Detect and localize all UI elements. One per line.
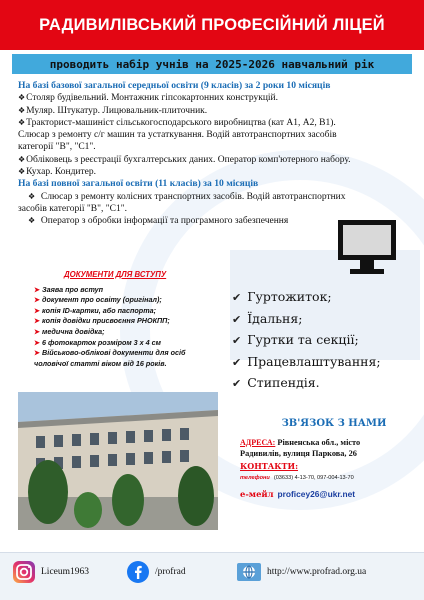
address: АДРЕСА: Рівненська обл., місто [240, 438, 361, 447]
check-bullet-icon: ✔ [232, 334, 242, 347]
contacts-block [240, 418, 420, 499]
diamond-bullet-icon: ❖ [18, 105, 26, 115]
program-item: ❖Столяр будівельний. Монтажник гіпсокартонних конструкцій. [18, 93, 279, 104]
instagram-link[interactable]: Liceum1963 [12, 560, 89, 584]
section1-heading: На базі базової загальної середньої освіти (9 класів) за 2 роки 10 місяців [18, 80, 331, 91]
instagram-icon [12, 560, 36, 584]
school-title: РАДИВИЛІВСЬКИЙ ПРОФЕСІЙНИЙ ЛІЦЕЙ [39, 15, 385, 34]
program-item: Слюсар з ремонту с/г машин та устаткування. Водій автотранспортних засобів [18, 130, 337, 141]
header-banner [0, 0, 424, 50]
contacts-label: КОНТАКТИ: [240, 461, 299, 471]
arrow-bullet-icon: ➤ [34, 284, 41, 294]
website-link[interactable]: http://www.profrad.org.ua [236, 560, 366, 584]
benefit-item: ✔ Працевлаштування; [232, 353, 381, 369]
program-item: засобів категорії "В", "С1". [18, 203, 127, 214]
diamond-bullet-icon: ❖ [18, 117, 26, 127]
document-item: ➤ копія довідки присвоєння РНОКПП; [34, 316, 170, 326]
diamond-bullet-icon: ❖ [18, 167, 26, 177]
check-bullet-icon: ✔ [232, 291, 242, 304]
benefit-item: ✔ Стипендія. [232, 375, 320, 390]
arrow-bullet-icon: ➤ [34, 326, 41, 336]
document-item: ➤ Заява про вступ [34, 284, 104, 294]
program-item: ❖Кухар. Кондитер. [18, 167, 96, 178]
enrollment-subtitle: проводить набір учнів на 2025-2026 навчальний рік [49, 57, 375, 71]
program-item: ❖ Оператор з обробки інформації та програмного забезпечення [28, 216, 289, 227]
check-bullet-icon: ✔ [232, 377, 242, 390]
benefit-item: ✔ Їдальня; [232, 310, 303, 326]
facebook-icon [126, 560, 150, 584]
programs-section [18, 80, 410, 228]
email-line: е-мейл proficey26@ukr.net [240, 489, 356, 499]
document-item: ➤ Військово-облікові документи для осіб [34, 348, 186, 358]
phone-line: телефони (03633) 4-13-70, 097-004-13-70 [240, 475, 354, 481]
program-item: ❖Обліковець з реєстрації бухгалтерських даних. Оператор комп'ютерного набору. [18, 154, 351, 165]
facebook-link[interactable]: /profrad [126, 560, 186, 584]
address-line2: Радивилів, вулиця Паркова, 26 [240, 449, 357, 458]
program-item: ❖Тракторист-машиніст сільськогосподарського виробництва (кат А1, А2, В1). [18, 117, 336, 128]
benefit-item: ✔ Гуртожиток; [232, 289, 332, 304]
document-item: ➤ медична довідка; [34, 326, 105, 336]
benefit-item: ✔ Гуртки та секції; [232, 332, 359, 347]
email-link[interactable]: proficey26@ukr.net [277, 489, 356, 499]
footer [0, 552, 424, 600]
document-item: чоловічої статті віком від 16 років. [34, 358, 167, 368]
website-icon [236, 560, 262, 584]
benefits-list [232, 287, 418, 395]
building-photo [18, 392, 218, 530]
arrow-bullet-icon: ➤ [34, 316, 41, 326]
diamond-bullet-icon: ❖ [18, 93, 26, 103]
computer-monitor-icon [336, 218, 398, 276]
diamond-bullet-icon: ❖ [28, 191, 36, 201]
contacts-title: ЗВ'ЯЗОК З НАМИ [281, 418, 387, 429]
diamond-bullet-icon: ❖ [18, 154, 26, 164]
check-bullet-icon: ✔ [232, 312, 242, 326]
enrollment-banner [12, 54, 412, 74]
program-item: категорії "В", "С1". [18, 142, 96, 153]
arrow-bullet-icon: ➤ [34, 305, 41, 315]
section2-heading: На базі повної загальної освіти (11 класів) за 10 місяців [18, 178, 259, 190]
documents-title: ДОКУМЕНТИ ДЛЯ ВСТУПУ [64, 270, 167, 279]
program-item: ❖Муляр. Штукатур. Лицювальник-плиточник. [18, 105, 208, 116]
document-item: ➤ копія ID-картки, або паспорта; [34, 305, 156, 315]
document-item: ➤ 6 фотокарток розміром 3 х 4 см [34, 337, 161, 347]
document-item: ➤ документ про освіту (оригінал); [34, 295, 162, 305]
documents-list [34, 270, 244, 369]
arrow-bullet-icon: ➤ [34, 348, 41, 358]
check-bullet-icon: ✔ [232, 355, 242, 369]
arrow-bullet-icon: ➤ [34, 337, 41, 347]
diamond-bullet-icon: ❖ [28, 216, 36, 226]
arrow-bullet-icon: ➤ [34, 295, 41, 305]
program-item: ❖ Слюсар з ремонту колісних транспортних засобів. Водій автотранспортних [28, 191, 346, 202]
